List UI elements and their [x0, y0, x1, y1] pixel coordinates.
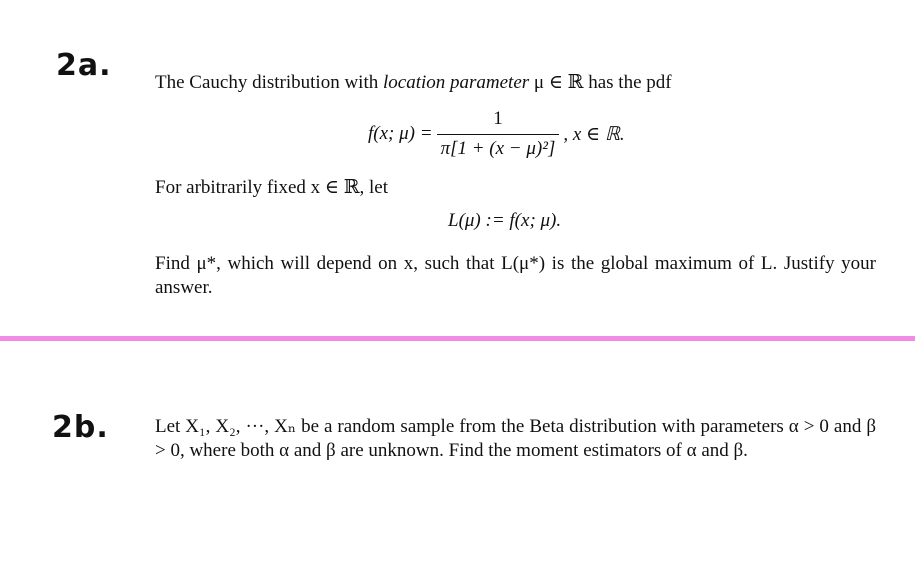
pdf-equation	[368, 104, 625, 164]
pdf-lhs: f(x; μ) =	[368, 123, 433, 144]
section-divider	[0, 336, 915, 341]
pdf-denominator: π[1 + (x − μ)²]	[437, 134, 560, 160]
problem-2a-intro	[155, 71, 876, 95]
problem-2b-task: Let X₁, X₂, ···, Xₙ be a random sample from the Beta distribution with parameters α > 0 and β > 0, where both α and β are unknown. Find the moment estimators of α and β.	[155, 416, 876, 461]
problem-2a-task: Find μ*, which will depend on x, such that L(μ*) is the global maximum of L. Justify your answer.	[155, 253, 876, 298]
problem-2a-label: 2a.	[56, 48, 112, 83]
intro-text-2: μ ∈ ℝ has the pdf	[529, 72, 672, 93]
intro-italic-term: location parameter	[382, 72, 530, 93]
intro-text-1: The Cauchy distribution with	[155, 72, 383, 93]
pdf-fraction	[437, 108, 560, 160]
likelihood-definition: L(μ) := f(x; μ).	[448, 210, 562, 231]
pdf-rhs: , x ∈ ℝ.	[563, 123, 625, 145]
pdf-numerator: 1	[493, 108, 503, 129]
problem-2a-fixed-line: For arbitrarily fixed x ∈ ℝ, let	[155, 177, 388, 198]
problem-2b-label: 2b.	[52, 410, 109, 445]
